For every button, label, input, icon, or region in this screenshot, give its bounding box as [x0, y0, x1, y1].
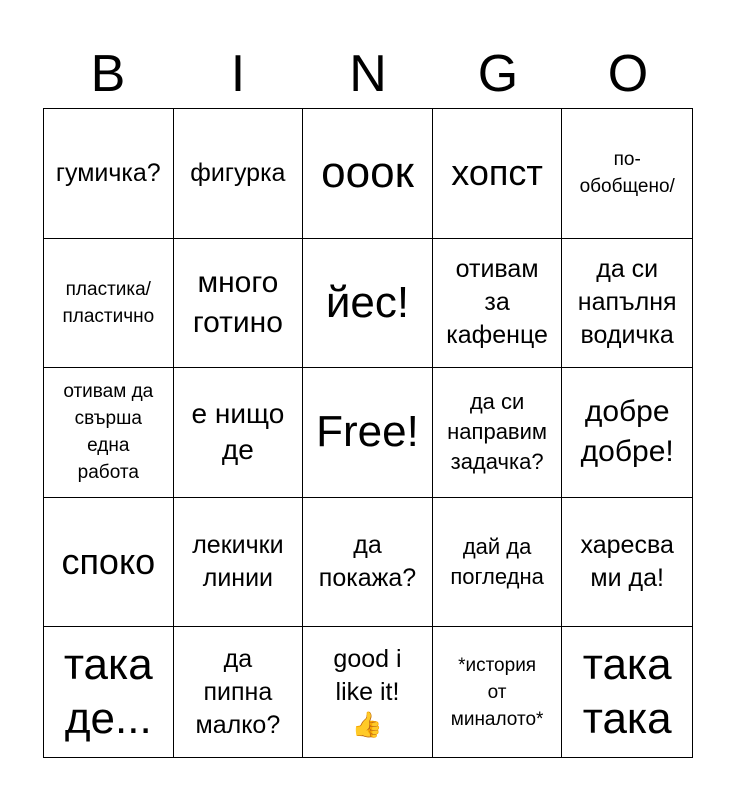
cell-label: дай да погледна — [450, 534, 544, 590]
cell-label: много готино — [192, 265, 283, 339]
header-letter-b: B — [90, 45, 126, 103]
header-letter-i: I — [230, 45, 246, 103]
bingo-cell[interactable] — [174, 368, 304, 498]
free-space-label: Free! — [316, 407, 419, 457]
bingo-board — [43, 108, 693, 758]
bingo-cell[interactable] — [562, 498, 692, 628]
bingo-cell[interactable] — [433, 498, 563, 628]
bingo-cell[interactable] — [174, 627, 304, 757]
bingo-cell[interactable] — [303, 498, 433, 628]
cell-label: йес! — [325, 277, 410, 327]
bingo-cell[interactable] — [433, 627, 563, 757]
cell-label: лекички линии — [192, 531, 284, 593]
bingo-cell[interactable] — [44, 627, 174, 757]
header-letter-g: G — [477, 45, 519, 103]
bingo-cell[interactable] — [303, 109, 433, 239]
bingo-cell[interactable] — [433, 368, 563, 498]
bingo-cell[interactable] — [44, 368, 174, 498]
bingo-cell[interactable] — [174, 498, 304, 628]
cell-label: да си направим задачка? — [447, 389, 548, 475]
bingo-cell[interactable] — [562, 239, 692, 369]
cell-label: ооок — [321, 148, 414, 198]
cell-label: така де... — [63, 640, 153, 744]
cell-label: отивам за кафенце — [446, 255, 548, 350]
bingo-cell[interactable] — [44, 498, 174, 628]
cell-label: харесва ми да! — [580, 531, 674, 593]
bingo-cell[interactable] — [562, 368, 692, 498]
bingo-cell[interactable] — [562, 627, 692, 757]
bingo-cell[interactable] — [303, 239, 433, 369]
cell-label: така така — [582, 640, 672, 744]
bingo-cell free-space[interactable] — [303, 368, 433, 498]
cell-label: пластика/ пластично — [62, 278, 155, 327]
cell-label: споко — [61, 541, 156, 583]
cell-label: *история от миналото* — [450, 654, 544, 730]
cell-label: хопст — [451, 152, 543, 194]
bingo-cell[interactable] — [433, 109, 563, 239]
header-letter-o: O — [607, 45, 649, 103]
bingo-cell[interactable] — [174, 239, 304, 369]
cell-label: е нищо де — [191, 398, 285, 466]
header-letter-n: N — [349, 45, 387, 103]
cell-label: добре добре! — [580, 395, 674, 469]
bingo-cell[interactable] — [44, 239, 174, 369]
cell-label: гумичка? — [55, 158, 161, 187]
bingo-cell[interactable] — [303, 627, 433, 757]
cell-label: по- обобщено/ — [579, 149, 675, 198]
cell-label: отивам да свърша една работа — [63, 381, 154, 484]
cell-label: good i like it! 👍 — [333, 644, 402, 739]
bingo-cell[interactable] — [562, 109, 692, 239]
bingo-cell[interactable] — [433, 239, 563, 369]
bingo-header — [43, 40, 693, 108]
bingo-cell[interactable] — [44, 109, 174, 239]
bingo-cell[interactable] — [174, 109, 304, 239]
cell-label: да покажа? — [318, 531, 417, 593]
cell-label: да пипна малко? — [195, 644, 281, 739]
cell-label: да си напълня водичка — [577, 255, 677, 350]
cell-label: фигурка — [190, 158, 286, 187]
